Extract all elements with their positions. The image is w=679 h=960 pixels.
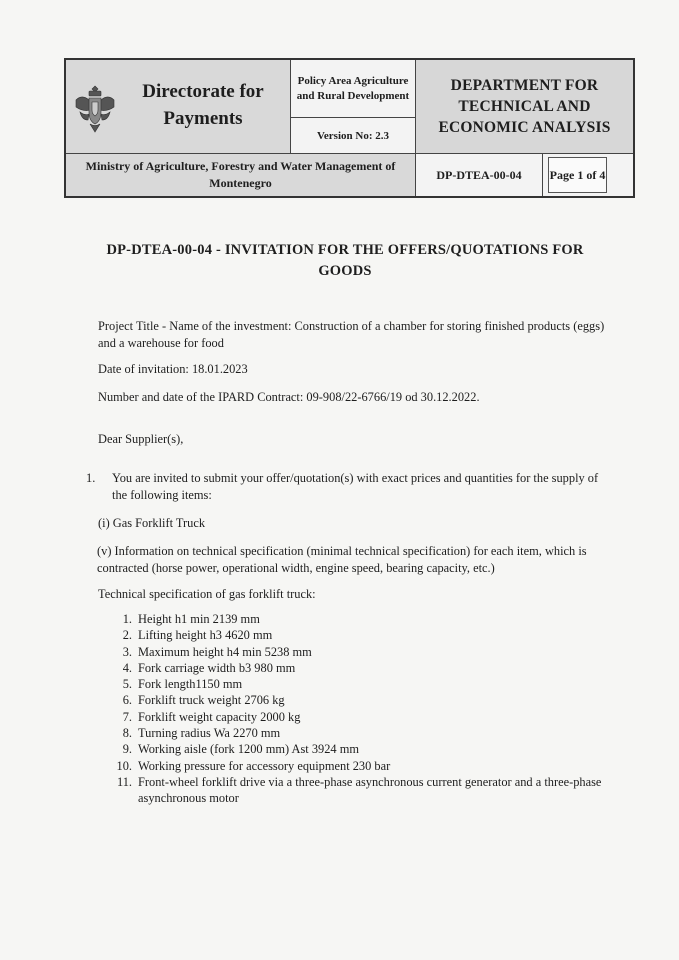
page-number-cell [543, 154, 633, 196]
item-v: (v) Information on technical specification (minimal technical specification) for each item, which is contracted (horse power, operational width, engine speed, bearing capacity, etc.) [97, 544, 587, 575]
directorate-title: Directorate for Payments [142, 81, 264, 129]
spec-heading: Technical specification of gas forklift truck: [98, 587, 316, 601]
item-i: (i) Gas Forklift Truck [98, 516, 206, 530]
document-title: DP-DTEA-00-04 - INVITATION FOR THE OFFERS/QUOTATIONS FOR GOODS [106, 242, 584, 279]
doc-code-text: DP-DTEA-00-04 [436, 167, 522, 182]
date-of-invitation: Date of invitation: 18.01.2023 [98, 362, 248, 376]
project-title: Project Title - Name of the investment: Construction of a chamber for storing finished products (eggs) and a warehouse for food [98, 319, 605, 350]
ministry-cell [66, 154, 416, 196]
version-text: Version No: 2.3 [316, 129, 389, 142]
ipard-contract: Number and date of the IPARD Contract: 09-908/22-6766/19 od 30.12.2022. [98, 390, 480, 404]
policy-area-text: Policy Area Agriculture and Rural Development [296, 74, 410, 102]
list-item-number: 6. [122, 693, 132, 708]
list-item [110, 676, 610, 692]
list-item-text: Front-wheel forklift drive via a three-phase asynchronous current generator and a three-phase asynchronous motor [138, 774, 602, 806]
list-item-number: 8. [122, 726, 132, 741]
policy-area-cell [291, 60, 416, 118]
list-item-number: 2. [122, 628, 132, 643]
list-item-number: 4. [122, 660, 132, 675]
list-item [110, 644, 610, 660]
point-1-number: 1. [86, 471, 96, 485]
list-item-number: 3. [122, 644, 132, 659]
point-1 [86, 470, 606, 504]
list-item-text: Fork carriage width b3 980 mm [138, 660, 296, 675]
list-item [110, 709, 610, 725]
list-item-text: Working pressure for accessory equipment 230 bar [138, 758, 391, 773]
list-item-number: 1. [122, 612, 132, 626]
list-item-text: Fork length1150 mm [138, 677, 243, 692]
list-item-number: 5. [122, 677, 132, 692]
header-table [64, 58, 635, 198]
list-item-text: Working aisle (fork 1200 mm) Ast 3924 mm [138, 742, 359, 757]
page-number-text: Page 1 of 4 [548, 157, 607, 193]
point-1-text: You are invited to submit your offer/quotation(s) with exact prices and quantities for the supply of the following items: [112, 471, 599, 502]
list-item-text: Height h1 min 2139 mm [138, 612, 260, 626]
list-item-number: 9. [122, 742, 132, 757]
list-item [110, 627, 610, 643]
list-item-text: Turning radius Wa 2270 mm [138, 726, 281, 741]
doc-code-cell [416, 154, 543, 196]
list-item-number: 7. [122, 709, 132, 724]
list-item-text: Maximum height h4 min 5238 mm [138, 644, 312, 659]
list-item-text: Forklift truck weight 2706 kg [138, 693, 285, 708]
ministry-text: Ministry of Agriculture, Forestry and Water Management of Montenegro [85, 159, 396, 190]
list-item-text: Lifting height h3 4620 mm [138, 628, 273, 643]
list-item [110, 725, 610, 741]
list-item-number: 10. [116, 758, 132, 773]
list-item [110, 611, 610, 627]
list-item [110, 692, 610, 708]
department-title: DEPARTMENT FOR TECHNICAL AND ECONOMIC ANALYSIS [438, 77, 611, 136]
greeting: Dear Supplier(s), [98, 432, 184, 446]
list-item [110, 774, 610, 807]
list-item-number: 11. [116, 774, 132, 789]
department-cell [416, 60, 633, 154]
version-cell [291, 118, 416, 154]
list-item [110, 758, 610, 774]
list-item-text: Forklift weight capacity 2000 kg [138, 709, 301, 724]
spec-list [110, 611, 610, 807]
list-item [110, 660, 610, 676]
directorate-cell [66, 60, 291, 154]
list-item [110, 741, 610, 757]
coat-of-arms-icon [72, 82, 118, 136]
